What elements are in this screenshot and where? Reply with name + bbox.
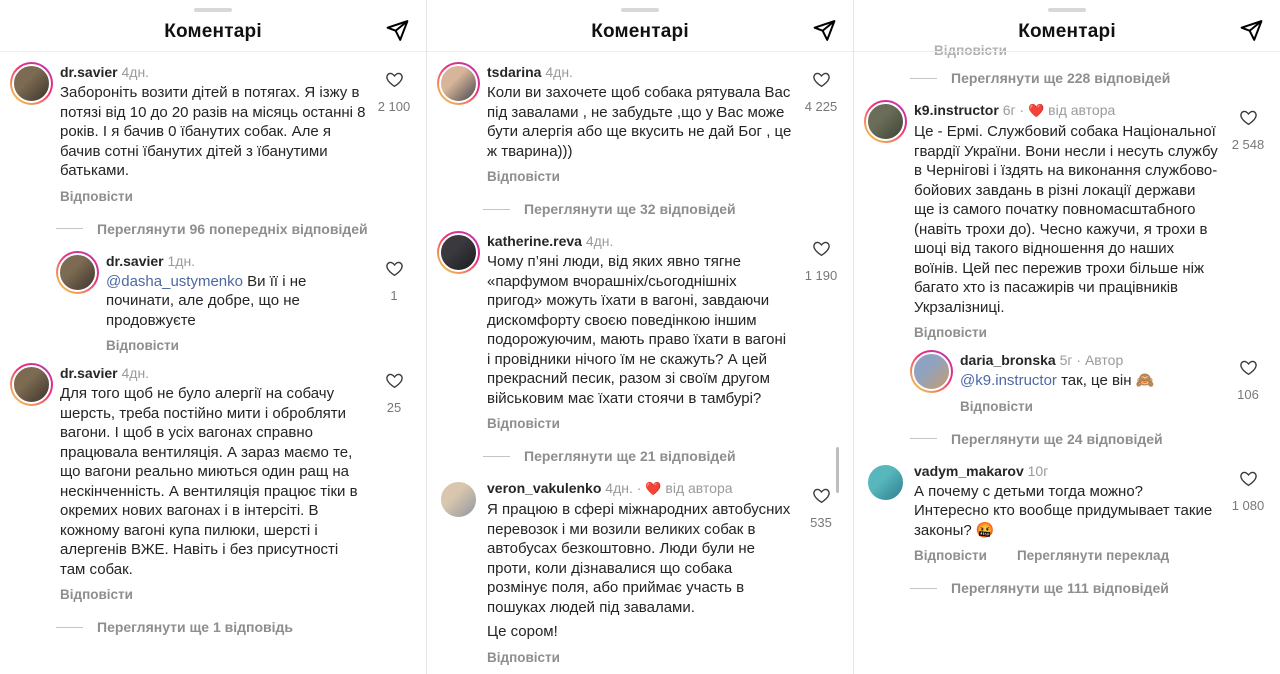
- comment-text-plain: Забороніть возити дітей в потягах. Я ізжу в потязі від 10 до 20 разів на місяць останні 8 років. І я бачив 0 їбанутих собак. Але я бачив сотні їбанутих дітей з їбанутими батьками.: [60, 84, 366, 179]
- avatar[interactable]: [864, 100, 907, 143]
- reply-button[interactable]: Відповісти: [960, 398, 1033, 414]
- share-button[interactable]: [1237, 16, 1265, 44]
- like-count: 535: [810, 515, 832, 530]
- comment-text-plain: Ви її і не починати, але добре, що не продовжуєте: [106, 272, 307, 329]
- comment-text: [487, 83, 793, 161]
- comment-username[interactable]: tsdarina: [487, 64, 542, 80]
- comment-meta: [487, 480, 793, 497]
- share-button[interactable]: [383, 16, 411, 44]
- like-count: 2 100: [377, 99, 411, 114]
- like-heart-icon[interactable]: [1239, 358, 1258, 377]
- view-replies-button[interactable]: [483, 448, 853, 464]
- avatar[interactable]: [437, 231, 480, 274]
- comment-text: [960, 371, 1220, 391]
- avatar-column: [437, 62, 487, 184]
- like-column: [797, 478, 845, 665]
- avatar-column: [437, 478, 487, 665]
- view-replies-button[interactable]: [910, 70, 1280, 86]
- comments-panel-2: [427, 0, 854, 674]
- reply-button[interactable]: Відповісти: [914, 325, 987, 340]
- view-replies-label: Переглянути 96 попередніх відповідей: [97, 220, 368, 237]
- avatar[interactable]: [10, 62, 53, 105]
- avatar-column: [864, 100, 914, 340]
- comment-actions: [106, 338, 366, 353]
- comments-panel-3: [854, 0, 1280, 674]
- comment-username[interactable]: vadym_makarov: [914, 462, 1024, 479]
- comments-list: [427, 52, 853, 665]
- author-liked-heart-icon: ❤️: [645, 481, 662, 496]
- like-column: [370, 62, 418, 204]
- comment-username[interactable]: daria_bronska: [960, 352, 1056, 368]
- comment-text-plain: Це - Ермі. Службовий собака Національної гвардії України. Вони несли і несуть службу в Чернігові і їздять на виконання службово-бойових завдань в різні локації держави ще із самого початку повномасштабного (навіть трохи до). Чесно кажучи, я трохи в шоці від такого відношення до наших воїнів. Цей пес пережив трохи більше ніж багато хто із пасажирів чи працівників Укрзалізниці.: [914, 123, 1218, 316]
- comment-text: [914, 122, 1220, 317]
- avatar[interactable]: [864, 461, 907, 504]
- comment-timestamp: 5г: [1059, 352, 1073, 368]
- view-replies-label: Переглянути ще 24 відповідей: [951, 430, 1163, 447]
- comment-username[interactable]: dr.savier: [60, 365, 118, 381]
- author-liked-heart-icon: ❤️: [1028, 103, 1045, 118]
- comment-timestamp: 4дн.: [121, 365, 150, 381]
- comment-text-plain: Я працюю в сфері міжнародних автобусних перевозок і ми возили великих собак в автобусах безкоштовно. Люди були не проти, коли дізнавалися що собака розмінує поля, або приймає участь в пошуках людей під завалами.: [487, 501, 791, 616]
- avatar-photo: [866, 102, 905, 141]
- reply-button[interactable]: Відповісти: [106, 338, 179, 353]
- comments-title: Коментарі: [591, 20, 689, 42]
- comment-body: [60, 62, 370, 204]
- thread-line: [910, 438, 937, 439]
- comments-header: [0, 12, 426, 52]
- comment-text: [60, 384, 366, 579]
- comment-text-plain: Для того щоб не було алергії на собачу шерсть, треба постійно мити і обробляти вагони. І щоб в усіх вагонах справно працювала вентиляція. А зараз маємо те, що вагони реально миються один ращ на нескінченність. А вентиляція працює тіки в окремих нових вагонах і в інтерсіті. В кожному вагоні купа пилюки, шерсті і алергенів ВЖЕ. Навіть і без присутності там собак.: [60, 385, 358, 578]
- comment-username[interactable]: veron_vakulenko: [487, 480, 602, 496]
- view-replies-label: Переглянути ще 21 відповідей: [524, 448, 736, 464]
- comment-meta: [60, 365, 366, 381]
- avatar-photo: [439, 480, 478, 519]
- paper-plane-icon: [812, 18, 837, 43]
- comment-text: [106, 272, 366, 331]
- avatar-column: [437, 231, 487, 431]
- mention-link[interactable]: @dasha_ustymenko: [106, 272, 243, 290]
- reply-button[interactable]: Відповісти: [60, 188, 133, 204]
- author-badge: · ❤️ від автора: [1019, 102, 1116, 118]
- avatar-column: [864, 461, 914, 564]
- avatar[interactable]: [437, 62, 480, 105]
- like-column: [797, 231, 845, 431]
- view-replies-button[interactable]: [910, 580, 1280, 596]
- comment-body: [914, 100, 1224, 340]
- like-heart-icon[interactable]: [812, 70, 831, 89]
- comment-meta: [487, 64, 793, 80]
- paper-plane-icon: [1239, 18, 1264, 43]
- comment-text-plain: так, це він 🙈: [1056, 372, 1155, 389]
- like-column: [1224, 461, 1272, 564]
- like-column: [370, 363, 418, 602]
- scrollbar-thumb[interactable]: [836, 447, 839, 493]
- clipped-text: Відповісти: [934, 43, 1007, 58]
- comments-header: [854, 12, 1280, 52]
- avatar[interactable]: [910, 350, 953, 393]
- avatar-photo: [439, 64, 478, 103]
- comment-body: [60, 363, 370, 602]
- comment: [0, 353, 426, 602]
- comment-body: [914, 461, 1224, 564]
- comments-panel-1: [0, 0, 427, 674]
- like-heart-icon[interactable]: [1239, 469, 1258, 488]
- mention-link[interactable]: @k9.instructor: [960, 372, 1057, 389]
- view-replies-button[interactable]: [910, 431, 1280, 447]
- comment-actions: [487, 169, 793, 184]
- share-button[interactable]: [810, 16, 838, 44]
- comment-meta: [914, 102, 1220, 119]
- thread-line: [910, 78, 937, 79]
- comment-text: [60, 83, 366, 181]
- comment: [427, 468, 853, 665]
- comment: [854, 451, 1280, 564]
- like-count: 1: [390, 287, 398, 303]
- thread-line: [483, 209, 510, 210]
- avatar-photo: [866, 463, 905, 502]
- avatar-column: [56, 251, 106, 354]
- comment-timestamp: 6г: [1002, 102, 1016, 118]
- comment-text-plain: Чому п’яні люди, від яких явно тягне «парфумом вчорашніх/сьогоднішніх пригод» можуть їхати в вагоні, завдаючи дискомфорту своєю поведінкою іншим подорожуючим, мають право їхати в вагоні і провідники нічого їм не скажуть? А цей прекрасний песик, разом зі своїм другом військовим має їхати стоячи в тамбурі?: [487, 253, 787, 407]
- comment-meta: [960, 352, 1220, 368]
- comment-text: [914, 482, 1220, 541]
- author-badge: · Автор: [1076, 352, 1124, 368]
- comment-body: [106, 251, 370, 354]
- paper-plane-icon: [385, 18, 410, 43]
- comments-title: Коментарі: [164, 20, 262, 42]
- reply-button[interactable]: Відповісти: [487, 416, 560, 431]
- comment: [0, 241, 426, 354]
- comment-timestamp: 4дн.: [545, 64, 573, 80]
- comment-meta: [914, 463, 1220, 479]
- comment-actions: [960, 399, 1220, 414]
- comment-text: [487, 252, 793, 408]
- comment-text-plain: А почему с детьми тогда можно? Интересно кто вообще придумывает такие законы? 🤬: [914, 482, 1213, 539]
- comment-body: [960, 350, 1224, 414]
- view-replies-button[interactable]: [483, 201, 853, 217]
- comments-header: [427, 12, 853, 52]
- comment-meta: [106, 253, 366, 269]
- comment-timestamp: 1дн.: [167, 252, 196, 269]
- comment-actions: [487, 416, 793, 431]
- comment-text-plain: Коли ви захочете щоб собака рятувала Вас під завалами , не забудьте ,що у Вас може бути алергія або ще вкусить не дай Бог , це ж тварина))): [487, 84, 792, 160]
- like-heart-icon[interactable]: [812, 486, 831, 505]
- comment-meta: [60, 64, 366, 80]
- avatar[interactable]: [10, 363, 53, 406]
- view-replies-label: Переглянути ще 228 відповідей: [951, 70, 1171, 86]
- avatar-photo: [12, 365, 51, 404]
- reply-button[interactable]: Відповісти: [60, 587, 133, 602]
- thread-line: [483, 456, 510, 457]
- like-count: 2 548: [1231, 137, 1265, 152]
- like-column: [797, 62, 845, 184]
- comment-text: [487, 500, 793, 617]
- comments-title: Коментарі: [1018, 20, 1116, 42]
- like-heart-icon[interactable]: [1239, 108, 1258, 127]
- comment-body: [487, 62, 797, 184]
- like-heart-icon[interactable]: [385, 371, 404, 390]
- like-heart-icon[interactable]: [812, 239, 831, 258]
- view-replies-label: Переглянути ще 1 відповідь: [97, 619, 294, 635]
- comment-text-paragraph2: Це сором!: [487, 623, 558, 640]
- thread-line: [56, 228, 83, 229]
- avatar-photo: [439, 233, 478, 272]
- reply-button[interactable]: Відповісти: [487, 169, 560, 184]
- translate-button[interactable]: Переглянути переклад: [1016, 548, 1170, 563]
- thread-line: [910, 588, 937, 589]
- comments-list: [0, 52, 426, 635]
- like-count: 1 190: [804, 268, 838, 283]
- comment: [0, 52, 426, 204]
- avatar-column: [910, 350, 960, 414]
- comment-meta: [487, 233, 793, 249]
- avatar-column: [10, 363, 60, 602]
- comment-actions: [914, 548, 1220, 563]
- comment-body: [487, 231, 797, 431]
- author-badge: · ❤️ від автора: [636, 480, 733, 496]
- avatar-photo: [12, 64, 51, 103]
- comment: [854, 90, 1280, 340]
- comment-username[interactable]: dr.savier: [106, 252, 164, 269]
- comment-username[interactable]: dr.savier: [60, 64, 118, 80]
- comment-body: [487, 478, 797, 665]
- like-count: 1 080: [1231, 497, 1265, 513]
- avatar-column: [10, 62, 60, 204]
- avatar[interactable]: [437, 478, 480, 521]
- thread-line: [56, 627, 83, 628]
- comment-actions: [60, 587, 366, 602]
- avatar-photo: [912, 352, 951, 391]
- like-column: [1224, 350, 1272, 414]
- like-count: 25: [386, 400, 402, 415]
- view-replies-button[interactable]: [56, 221, 426, 237]
- comment-timestamp: 10г: [1027, 462, 1049, 479]
- comment-actions: [914, 325, 1220, 340]
- comment: [427, 52, 853, 184]
- view-replies-button[interactable]: [56, 619, 426, 635]
- comment-username[interactable]: katherine.reva: [487, 233, 582, 249]
- comment-actions: [60, 189, 366, 204]
- comment-username[interactable]: k9.instructor: [914, 102, 999, 118]
- comment-actions: [487, 650, 793, 665]
- reply-button[interactable]: Відповісти: [914, 548, 987, 563]
- comment-timestamp: 4дн.: [585, 233, 614, 249]
- like-column: [1224, 100, 1272, 340]
- comment-timestamp: 4дн.: [605, 480, 633, 496]
- like-heart-icon[interactable]: [385, 70, 404, 89]
- reply-button[interactable]: Відповісти: [487, 649, 560, 665]
- comments-list: [854, 43, 1280, 596]
- view-replies-label: Переглянути ще 32 відповідей: [524, 201, 736, 217]
- like-heart-icon[interactable]: [385, 259, 404, 278]
- like-count: 106: [1237, 387, 1259, 402]
- comment-timestamp: 4дн.: [121, 64, 150, 80]
- view-replies-label: Переглянути ще 111 відповідей: [951, 580, 1169, 596]
- comment: [854, 340, 1280, 414]
- avatar-photo: [58, 253, 97, 292]
- like-count: 4 225: [804, 99, 838, 114]
- like-column: [370, 251, 418, 354]
- comment: [427, 221, 853, 431]
- avatar[interactable]: [56, 251, 99, 294]
